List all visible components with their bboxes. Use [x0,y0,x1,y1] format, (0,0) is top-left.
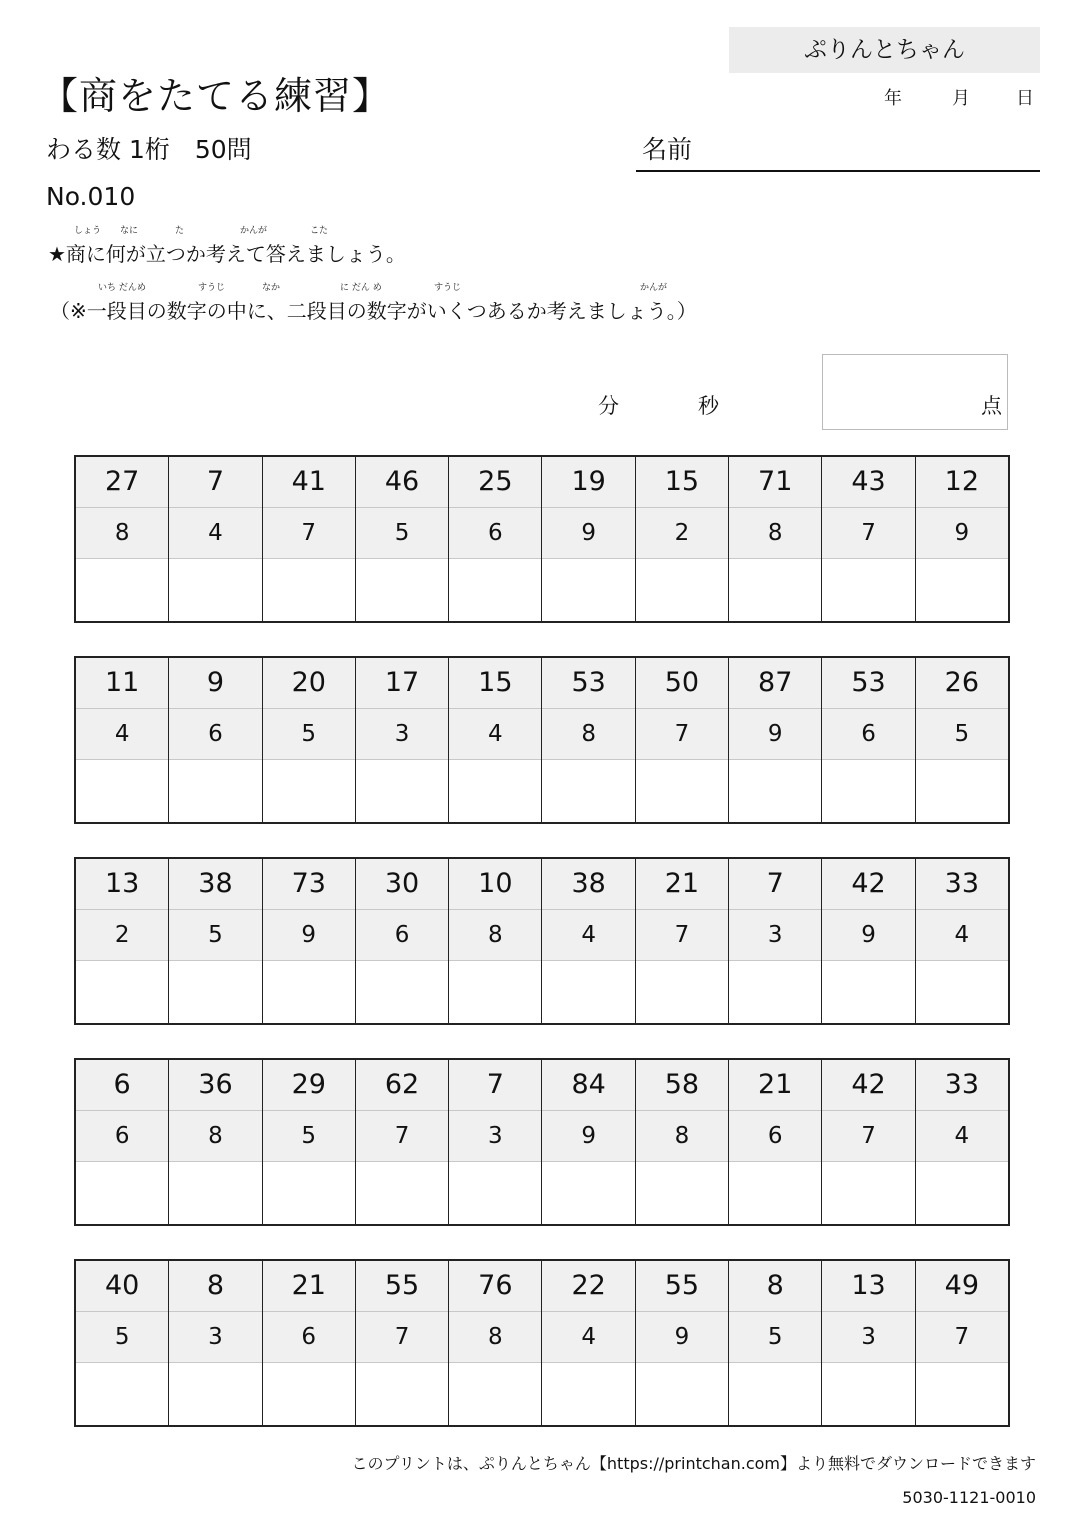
problem-column [168,658,261,822]
dividend-cell: 71 [729,457,821,508]
problem-column [355,1060,448,1224]
dividend-cell: 13 [822,1261,914,1312]
day-label: 日 [1016,88,1034,109]
problem-column [915,1261,1008,1425]
dividend-cell: 73 [263,859,355,910]
answer-cell[interactable] [263,961,355,1023]
answer-cell[interactable] [169,760,261,822]
dividend-cell: 25 [449,457,541,508]
ruby: かんが [240,226,268,236]
answer-cell[interactable] [449,760,541,822]
divisor-cell: 4 [916,910,1008,961]
dividend-cell: 42 [822,859,914,910]
answer-cell[interactable] [449,1162,541,1224]
divisor-cell: 6 [76,1111,168,1162]
problem-block [74,455,1010,623]
dividend-cell: 8 [729,1261,821,1312]
score-unit: 点 [981,394,1002,418]
problem-column [635,1060,728,1224]
problem-column [541,1261,634,1425]
answer-cell[interactable] [729,1162,821,1224]
answer-cell[interactable] [822,961,914,1023]
problem-column [448,859,541,1023]
divisor-cell: 5 [263,1111,355,1162]
problem-column [448,1060,541,1224]
dividend-cell: 7 [169,457,261,508]
dividend-cell: 41 [263,457,355,508]
divisor-cell: 4 [916,1111,1008,1162]
ruby: すうじ [434,283,462,293]
year-label: 年 [884,88,902,109]
name-label: 名前 [642,135,693,164]
problem-column [541,658,634,822]
divisor-cell: 9 [916,508,1008,559]
answer-cell[interactable] [822,1363,914,1425]
problem-column [915,859,1008,1023]
dividend-cell: 33 [916,859,1008,910]
divisor-cell: 6 [822,709,914,760]
answer-cell[interactable] [169,559,261,621]
answer-cell[interactable] [916,760,1008,822]
dividend-cell: 62 [356,1060,448,1111]
dividend-cell: 53 [542,658,634,709]
dividend-cell: 9 [169,658,261,709]
problem-column [821,1261,914,1425]
answer-cell[interactable] [542,559,634,621]
dividend-cell: 7 [729,859,821,910]
problem-column [76,1060,168,1224]
month-label: 月 [952,88,970,109]
dividend-cell: 36 [169,1060,261,1111]
problem-column [915,1060,1008,1224]
problem-column [728,859,821,1023]
time-minutes-label: 分 [598,394,619,418]
answer-cell[interactable] [636,1162,728,1224]
dividend-cell: 49 [916,1261,1008,1312]
problem-column [821,658,914,822]
answer-cell[interactable] [916,1162,1008,1224]
problem-column [635,859,728,1023]
dividend-cell: 7 [449,1060,541,1111]
answer-cell[interactable] [356,1162,448,1224]
answer-cell[interactable] [449,1363,541,1425]
problem-column [76,457,168,621]
answer-cell[interactable] [76,559,168,621]
answer-cell[interactable] [542,1363,634,1425]
divisor-cell: 9 [636,1312,728,1363]
divisor-cell: 6 [263,1312,355,1363]
divisor-cell: 8 [542,709,634,760]
problem-column [821,1060,914,1224]
divisor-cell: 4 [542,910,634,961]
problem-block [74,1259,1010,1427]
dividend-cell: 38 [542,859,634,910]
problem-column [541,457,634,621]
problem-column [168,457,261,621]
answer-cell[interactable] [916,1363,1008,1425]
dividend-cell: 46 [356,457,448,508]
dividend-cell: 42 [822,1060,914,1111]
divisor-cell: 3 [822,1312,914,1363]
ruby: かんが [640,283,668,293]
date-fields [880,84,1040,110]
dividend-cell: 17 [356,658,448,709]
answer-cell[interactable] [76,1162,168,1224]
divisor-cell: 4 [542,1312,634,1363]
answer-cell[interactable] [822,1162,914,1224]
divisor-cell: 7 [356,1111,448,1162]
problem-column [541,1060,634,1224]
answer-cell[interactable] [356,760,448,822]
divisor-cell: 8 [76,508,168,559]
ruby: いち だんめ [98,283,146,293]
answer-cell[interactable] [169,1363,261,1425]
dividend-cell: 87 [729,658,821,709]
divisor-cell: 5 [169,910,261,961]
answer-cell[interactable] [729,1363,821,1425]
problem-column [168,859,261,1023]
problem-column [76,1261,168,1425]
divisor-cell: 4 [169,508,261,559]
problem-column [168,1261,261,1425]
answer-cell[interactable] [263,760,355,822]
dividend-cell: 21 [636,859,728,910]
answer-cell[interactable] [822,760,914,822]
worksheet-subtitle: わる数 1桁 50問 [46,135,252,164]
divisor-cell: 6 [169,709,261,760]
divisor-cell: 8 [636,1111,728,1162]
ruby: なに [120,226,139,236]
dividend-cell: 12 [916,457,1008,508]
instruction-main: ★商に何が立つか考えて答えましょう。 [48,242,406,266]
divisor-cell: 5 [356,508,448,559]
answer-cell[interactable] [76,961,168,1023]
ruby: なか [262,283,281,293]
problem-column [821,457,914,621]
answer-cell[interactable] [916,559,1008,621]
divisor-cell: 8 [449,910,541,961]
problem-column [915,658,1008,822]
answer-cell[interactable] [76,1363,168,1425]
answer-cell[interactable] [542,760,634,822]
problem-column [728,1060,821,1224]
instruction-hint: （※一段目の数字の中に、二段目の数字がいくつあるか考えましょう。） [50,299,697,323]
problem-column [262,658,355,822]
divisor-cell: 7 [356,1312,448,1363]
time-seconds-label: 秒 [698,394,719,418]
divisor-cell: 7 [263,508,355,559]
divisor-cell: 9 [729,709,821,760]
divisor-cell: 9 [822,910,914,961]
ruby: に だん め [340,283,382,293]
ruby: こた [310,226,329,236]
answer-cell[interactable] [916,961,1008,1023]
problem-column [728,457,821,621]
divisor-cell: 5 [263,709,355,760]
divisor-cell: 7 [636,910,728,961]
divisor-cell: 5 [729,1312,821,1363]
dividend-cell: 76 [449,1261,541,1312]
ruby: た [175,226,185,236]
answer-cell[interactable] [636,760,728,822]
problem-column [355,859,448,1023]
dividend-cell: 21 [263,1261,355,1312]
divisor-cell: 7 [916,1312,1008,1363]
name-field[interactable] [636,133,1040,172]
divisor-cell: 7 [636,709,728,760]
answer-cell[interactable] [822,559,914,621]
divisor-cell: 5 [916,709,1008,760]
answer-cell[interactable] [449,559,541,621]
dividend-cell: 15 [449,658,541,709]
dividend-cell: 43 [822,457,914,508]
worksheet-title: 【商をたてる練習】 [40,74,392,118]
problem-column [635,457,728,621]
dividend-cell: 15 [636,457,728,508]
dividend-cell: 38 [169,859,261,910]
answer-cell[interactable] [636,1363,728,1425]
problem-column [76,658,168,822]
problem-column [76,859,168,1023]
problem-block [74,857,1010,1025]
divisor-cell: 5 [76,1312,168,1363]
dividend-cell: 19 [542,457,634,508]
ruby: しょう [74,226,102,236]
dividend-cell: 30 [356,859,448,910]
problem-column [355,1261,448,1425]
divisor-cell: 8 [449,1312,541,1363]
divisor-cell: 3 [449,1111,541,1162]
problem-column [262,1261,355,1425]
answer-cell[interactable] [356,559,448,621]
dividend-cell: 11 [76,658,168,709]
dividend-cell: 40 [76,1261,168,1312]
dividend-cell: 29 [263,1060,355,1111]
dividend-cell: 33 [916,1060,1008,1111]
problem-column [355,457,448,621]
problem-column [728,1261,821,1425]
sheet-number: No.010 [46,182,136,211]
problem-column [728,658,821,822]
answer-cell[interactable] [636,559,728,621]
dividend-cell: 10 [449,859,541,910]
dividend-cell: 53 [822,658,914,709]
problem-column [262,859,355,1023]
divisor-cell: 8 [169,1111,261,1162]
dividend-cell: 6 [76,1060,168,1111]
dividend-cell: 27 [76,457,168,508]
divisor-cell: 9 [263,910,355,961]
divisor-cell: 3 [169,1312,261,1363]
divisor-cell: 6 [729,1111,821,1162]
divisor-cell: 2 [636,508,728,559]
problem-column [262,457,355,621]
divisor-cell: 3 [356,709,448,760]
problem-column [821,859,914,1023]
answer-cell[interactable] [542,1162,634,1224]
dividend-cell: 55 [636,1261,728,1312]
problem-column [448,658,541,822]
divisor-cell: 8 [729,508,821,559]
answer-cell[interactable] [542,961,634,1023]
divisor-cell: 3 [729,910,821,961]
answer-cell[interactable] [729,760,821,822]
divisor-cell: 9 [542,1111,634,1162]
answer-cell[interactable] [449,961,541,1023]
problem-column [355,658,448,822]
dividend-cell: 22 [542,1261,634,1312]
problem-column [262,1060,355,1224]
dividend-cell: 21 [729,1060,821,1111]
dividend-cell: 20 [263,658,355,709]
problem-column [168,1060,261,1224]
problem-column [635,1261,728,1425]
footer-note: このプリントは、ぷりんとちゃん【https://printchan.com】より無料でダウンロードできます [351,1454,1036,1473]
problem-column [448,1261,541,1425]
dividend-cell: 50 [636,658,728,709]
answer-cell[interactable] [76,760,168,822]
document-code: 5030-1121-0010 [902,1488,1036,1507]
answer-cell[interactable] [636,961,728,1023]
answer-cell[interactable] [729,961,821,1023]
answer-cell[interactable] [169,961,261,1023]
answer-cell[interactable] [356,961,448,1023]
answer-cell[interactable] [263,1162,355,1224]
divisor-cell: 9 [542,508,634,559]
divisor-cell: 7 [822,508,914,559]
dividend-cell: 26 [916,658,1008,709]
divisor-cell: 4 [76,709,168,760]
answer-cell[interactable] [263,559,355,621]
problem-column [541,859,634,1023]
answer-cell[interactable] [356,1363,448,1425]
dividend-cell: 8 [169,1261,261,1312]
divisor-cell: 7 [822,1111,914,1162]
problem-column [448,457,541,621]
divisor-cell: 4 [449,709,541,760]
answer-cell[interactable] [729,559,821,621]
divisor-cell: 2 [76,910,168,961]
answer-cell[interactable] [263,1363,355,1425]
problem-block [74,656,1010,824]
problem-column [635,658,728,822]
problem-block [74,1058,1010,1226]
answer-cell[interactable] [169,1162,261,1224]
divisor-cell: 6 [356,910,448,961]
score-box[interactable] [822,354,1008,430]
dividend-cell: 13 [76,859,168,910]
divisor-cell: 6 [449,508,541,559]
dividend-cell: 84 [542,1060,634,1111]
problem-column [915,457,1008,621]
brand-label: ぷりんとちゃん [729,27,1040,73]
dividend-cell: 55 [356,1261,448,1312]
dividend-cell: 58 [636,1060,728,1111]
ruby: すうじ [198,283,226,293]
